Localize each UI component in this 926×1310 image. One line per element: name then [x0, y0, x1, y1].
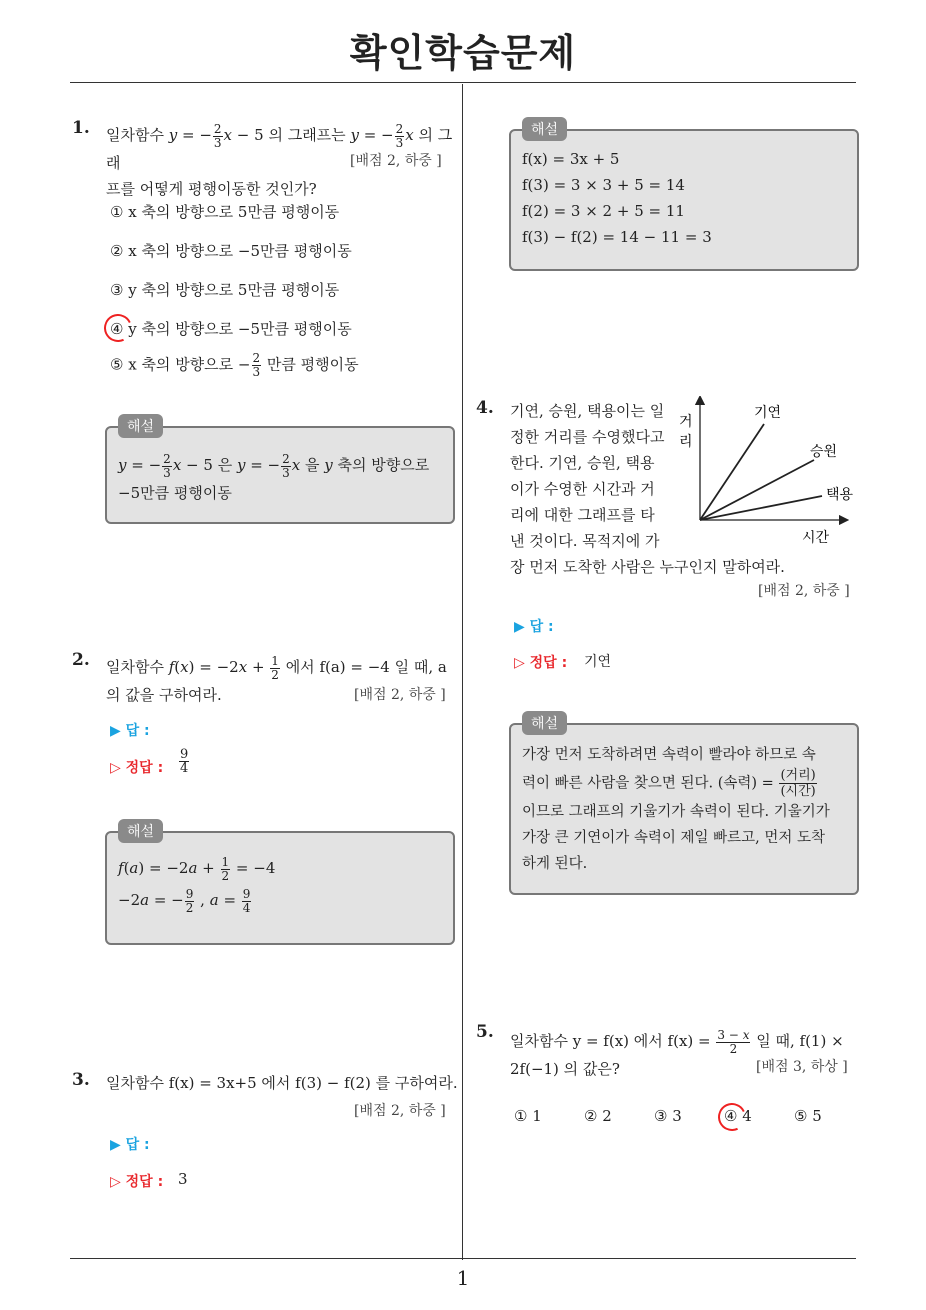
q3-answer-label: ▶ 답 :	[110, 1137, 150, 1153]
q4-text: 기연, 승원, 택용이는 일 정한 거리를 수영했다고 한다. 기연, 승원, 택용 이가 수영한 시간과 거 리에 대한 그래프를 타 낸 것이다. 목적지에 가	[510, 402, 665, 550]
q4-x-label: 시간	[802, 530, 830, 546]
q4-y-label-2: 리	[679, 434, 693, 450]
q1-option-5[interactable]: ⑤ x 축의 방향으로 − $\frac{2}{3}$ 만큼 평행이동	[110, 351, 359, 379]
q3-score: [배점 2, 하중 ]	[354, 1103, 446, 1119]
q4-line-seungwon	[700, 460, 814, 520]
q5-score: [배점 3, 하상 ]	[756, 1059, 848, 1075]
q5-option-4[interactable]: ④ 4	[724, 1107, 752, 1125]
q2-answer-label: ▶ 답 :	[110, 723, 150, 739]
q5-option-5[interactable]: ⑤ 5	[794, 1107, 822, 1125]
column-divider	[462, 84, 463, 1260]
top-rule	[70, 82, 856, 83]
q4-answer-label: ▶ 답 :	[514, 619, 554, 635]
q4-correct-label: ▷ 정답 :	[514, 655, 568, 671]
q2-correct-label: ▷ 정답 :	[110, 760, 164, 776]
q5-selected-circle	[714, 1099, 750, 1135]
q3-explanation-tag: 해설	[522, 117, 567, 141]
q4-explanation-tag: 해설	[522, 711, 567, 735]
q5-number: 5.	[476, 1022, 494, 1042]
q1-option-2[interactable]: ② x 축의 방향으로 −5만큼 평행이동	[110, 242, 352, 260]
q4-explanation-text: 가장 먼저 도착하려면 속력이 빨라야 하므로 속 력이 빠른 사람을 찾으면 된다. (속력) = $\frac{\text{(거리)}}{\text{(시간)}}$ 이므로 그래프의 기울기가 속력이 된다. 기울기가 가장 큰 기연이가 속력이 제일 빠르고, 먼저 도착 하게 된다.	[522, 747, 830, 872]
q3-number: 3.	[72, 1070, 90, 1090]
q3-correct-label: ▷ 정답 :	[110, 1174, 164, 1190]
q1-selected-circle	[100, 310, 136, 346]
q1-option-3[interactable]: ③ y 축의 방향으로 5만큼 평행이동	[110, 281, 340, 299]
q3-explanation-line-1: f(x) = 3x + 5	[522, 150, 620, 168]
q4-line-giyeon	[700, 424, 764, 520]
q2-number: 2.	[72, 650, 90, 670]
q4-score: [배점 2, 하중 ]	[758, 583, 850, 599]
q2-explanation-text: f(a) = −2a + $\frac{1}{2}$ = −4 −2a = − $\frac{9}{2}$ , a = $\frac{9}{4}$	[118, 854, 276, 915]
q2-score: [배점 2, 하중 ]	[354, 687, 446, 703]
q4-series-label-seungwon: 승원	[810, 444, 838, 460]
q2-text: 일차함수 f(x) = −2x + $\frac{1}{2}$ 에서 f(a) = −4 일 때, a 의 값을 구하여라.	[106, 653, 447, 704]
page-number: 1	[456, 1266, 470, 1290]
q1-explanation-tag: 해설	[118, 414, 163, 438]
q4-text-last: 장 먼저 도착한 사람은 누구인지 말하여라.	[510, 558, 785, 576]
q4-series-label-taekyong: 택용	[826, 487, 854, 503]
q5-option-3[interactable]: ③ 3	[654, 1107, 682, 1125]
bottom-rule	[70, 1258, 856, 1259]
q4-number: 4.	[476, 398, 494, 418]
q4-graph	[674, 396, 864, 550]
q5-option-2[interactable]: ② 2	[584, 1107, 612, 1125]
q4-correct-value: 기연	[584, 654, 612, 670]
page-title: 확인학습문제	[349, 31, 577, 75]
q5-text: 일차함수 y = f(x) 에서 f(x) = $\frac{3 - x}{2}$ 일 때, f(1) × 2f(−1) 의 값은?	[510, 1027, 844, 1078]
q1-number: 1.	[72, 118, 90, 138]
q2-explanation-tag: 해설	[118, 819, 163, 843]
q4-y-label-1: 거	[679, 414, 693, 430]
q2-correct-value: $\frac{9}{4}$	[180, 747, 189, 776]
q3-explanation-line-2: f(3) = 3 × 3 + 5 = 14	[522, 176, 685, 194]
q3-explanation-line-3: f(2) = 3 × 2 + 5 = 11	[522, 202, 685, 220]
q4-series-label-giyeon: 기연	[754, 405, 782, 421]
q4-line-taekyong	[700, 496, 822, 520]
q1-score: [배점 2, 하중 ]	[350, 153, 442, 169]
q3-text: 일차함수 f(x) = 3x+5 에서 f(3) − f(2) 를 구하여라.	[106, 1074, 458, 1092]
q1-text: 일차함수 y = − $\frac{2}{3}$ x − 5 의 그래프는 y = − $\frac{2}{3}$ x 의 그래 프를 어떻게 평행이동한 것인가?	[106, 121, 453, 198]
q1-explanation-text: y = − $\frac{2}{3}$ x − 5 은 y = − $\frac{2}{3}$ x 을 y 축의 방향으로 −5만큼 평행이동	[118, 451, 430, 502]
q3-explanation-line-4: f(3) − f(2) = 14 − 11 = 3	[522, 228, 712, 246]
q5-option-1[interactable]: ① 1	[514, 1107, 542, 1125]
q1-option-4[interactable]: ④ y 축의 방향으로 −5만큼 평행이동	[110, 320, 352, 338]
q3-correct-value: 3	[178, 1170, 188, 1188]
q1-option-1[interactable]: ① x 축의 방향으로 5만큼 평행이동	[110, 203, 340, 221]
